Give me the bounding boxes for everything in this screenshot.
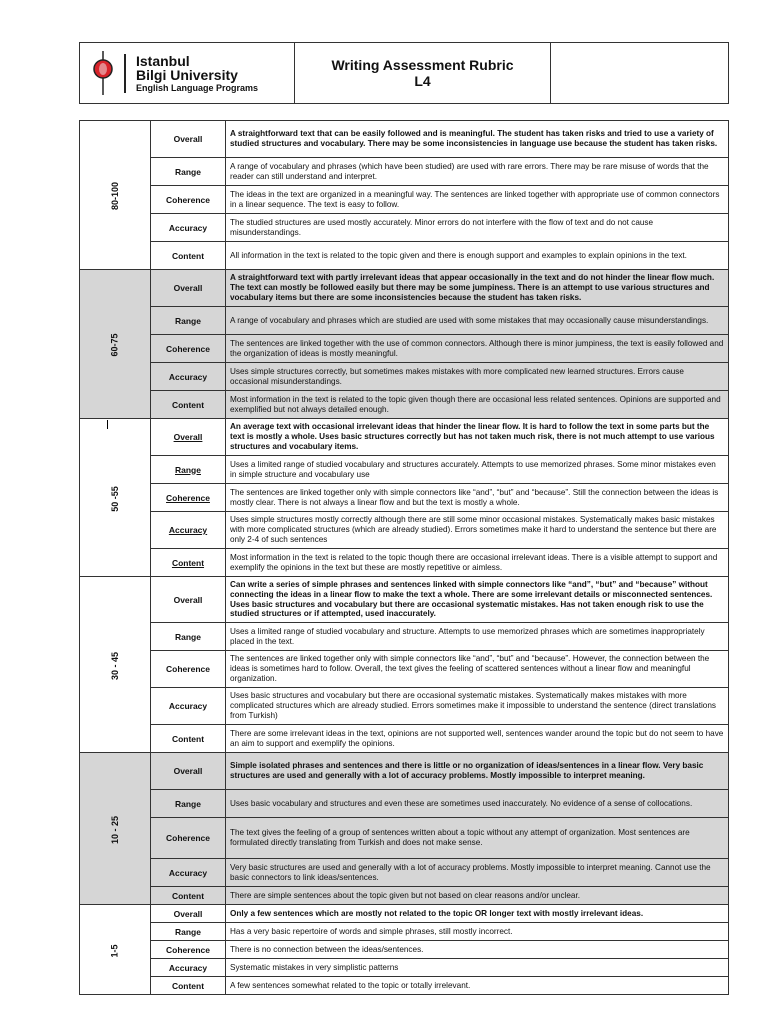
rubric-row [80,859,729,887]
criterion-label: Coherence [166,343,210,354]
criterion-cell [151,688,226,725]
rubric-row [80,158,729,186]
criterion-cell [151,121,226,158]
criterion-cell [151,549,226,577]
criterion-label: Content [171,733,205,744]
criterion-label: Accuracy [168,222,208,233]
rubric-row [80,941,729,959]
rubric-row [80,577,729,623]
descriptor-text: A range of vocabulary and phrases which are studied are used with some mistakes that may occasionally cause misunderstandings. [226,307,729,335]
title-cell [295,43,551,103]
criterion-cell [151,651,226,688]
score-band-label: 80-100 [110,181,120,211]
rubric-row [80,335,729,363]
criterion-cell [151,512,226,549]
descriptor-text: Uses a limited range of studied vocabulary and structure. Attempts to use memorized phrases which are sometimes inappropriately placed in the text. [226,623,729,651]
descriptor-text: Most information in the text is related to the topic given though there are occasional less related sentences. Opinions are supported and exemplified but not always detailed enough. [226,391,729,419]
criterion-cell [151,923,226,941]
rubric-row [80,214,729,242]
criterion-label: Range [175,798,201,809]
criterion-cell [151,270,226,307]
criterion-cell [151,186,226,214]
criterion-label: Content [171,890,205,901]
document-title: Writing Assessment Rubric [331,56,514,73]
descriptor-text: A straightforward text that can be easily followed and is meaningful. The student has taken risks and tried to use a variety of studied structures and vocabulary. There may be some inconsistencies in language use because the student has taken risks. [226,121,729,158]
criterion-label: Range [175,464,201,475]
criterion-label: Coherence [166,664,210,674]
descriptor-text: A range of vocabulary and phrases (which have been studied) are used with rare errors. There may be rare misuse of words that the reader can still understand and interpret. [226,158,729,186]
logo-line-2: Bilgi University [136,66,238,83]
descriptor-text: Very basic structures are used and generally with a lot of accuracy problems. Mostly impossible to interpret meaning. Cannot use the basic connectors to link ideas/sentences. [226,859,729,887]
criterion-label: Range [175,166,201,177]
criterion-label: Overall [173,766,203,776]
descriptor-text: There are some irrelevant ideas in the text, opinions are not supported well, sentences wander around the topic but do not seem to have an aim to support and exemplify the opinions. [226,725,729,753]
criterion-cell [151,158,226,186]
criterion-cell [151,905,226,923]
criterion-cell [151,790,226,818]
descriptor-text: The ideas in the text are organized in a meaningful way. The sentences are linked together with appropriate use of common connectors in a linear sequence. The text is easy to follow. [226,186,729,214]
criterion-label: Content [171,250,205,261]
rubric-row [80,725,729,753]
descriptor-text: Systematic mistakes in very simplistic patterns [226,959,729,977]
rubric-body [80,121,729,995]
descriptor-text: Only a few sentences which are mostly not related to the topic OR longer text with mostly irrelevant ideas. [226,905,729,923]
rubric-row [80,363,729,391]
criterion-cell [151,887,226,905]
rubric-row [80,923,729,941]
rubric-row [80,905,729,923]
score-band-cell [80,753,151,905]
logo-cell [80,43,295,103]
rubric-row [80,818,729,859]
criterion-cell [151,859,226,887]
rubric-row [80,270,729,307]
criterion-cell [151,725,226,753]
criterion-label: Content [171,557,205,568]
score-band-cell [80,270,151,419]
descriptor-text: Can write a series of simple phrases and sentences linked with simple connectors like “and”, “but” and “because” without connecting the ideas in a linear flow to make the text a whole. There are some irrelevant details or misconnected sentences. Uses basic structures and vocabulary but there are occasional systematic mistakes. Has not taken enough risk to use the studied structures or if attempted, used inaccurately. [226,577,729,623]
criterion-cell [151,959,226,977]
criterion-label: Range [175,926,201,937]
criterion-cell [151,363,226,391]
criterion-cell [151,623,226,651]
rubric-row [80,456,729,484]
criterion-label: Range [175,631,201,642]
criterion-label: Accuracy [168,962,208,973]
criterion-label: Accuracy [168,867,208,878]
logo-line-1: Istanbul [136,52,190,69]
criterion-cell [151,753,226,790]
score-band-cell [80,905,151,995]
rubric-row [80,887,729,905]
criterion-label: Content [171,399,205,410]
criterion-cell [151,977,226,995]
score-band-label: 60-75 [110,333,120,357]
criterion-label: Content [171,980,205,991]
rubric-row [80,977,729,995]
descriptor-text: A few sentences somewhat related to the topic or totally irrelevant. [226,977,729,995]
criterion-label: Coherence [166,492,210,503]
criterion-label: Range [175,315,201,326]
descriptor-text: The text gives the feeling of a group of sentences written about a topic without any attempt of organization. Most sentences are formulated directly translating from Turkish and does not make sense. [226,818,729,859]
criterion-label: Overall [173,283,203,293]
descriptor-text: Uses basic structures and vocabulary but there are occasional systematic mistakes. Systematically makes mistakes with more complicated structures which are already studied. Errors sometimes make it impossible to understand the sentence (direct translations from Turkish) [226,688,729,725]
descriptor-text: All information in the text is related to the topic given and there is enough support and examples to explain opinions in the text. [226,242,729,270]
criterion-label: Coherence [166,833,210,843]
descriptor-text: Uses simple structures mostly correctly although there are still some minor occasional mistakes. Systematically makes basic mistakes with more complicated structures (which are already studied). Errors sometimes make it hard to understand the sentence but there are only 2-4 of such sentences [226,512,729,549]
document-header [79,42,729,104]
criterion-label: Accuracy [168,701,208,711]
criterion-cell [151,818,226,859]
rubric-row [80,959,729,977]
rubric-row [80,242,729,270]
descriptor-text: There is no connection between the ideas/sentences. [226,941,729,959]
rubric-row [80,651,729,688]
rubric-table [79,120,729,995]
score-band-cell [80,419,151,577]
criterion-cell [151,456,226,484]
criterion-cell [151,391,226,419]
rubric-row [80,186,729,214]
descriptor-text: Most information in the text is related to the topic though there are occasional irrelevant ideas. There is a visible attempt to support and exemplify the opinions in the text but these are mostly repetitive or aimless. [226,549,729,577]
criterion-label: Accuracy [168,371,208,382]
score-band-label: 50 -55 [110,485,120,512]
descriptor-text: The sentences are linked together with the use of common connectors. Although there is minor jumpiness, the text is easily followed and the organization of ideas is mostly meaningful. [226,335,729,363]
criterion-label: Coherence [166,944,210,955]
score-band-cell [80,577,151,753]
score-band-cell [80,121,151,270]
logo-wordmark [124,54,258,93]
criterion-label: Overall [173,134,203,144]
university-logo-icon [90,49,116,97]
criterion-cell [151,484,226,512]
rubric-row [80,790,729,818]
descriptor-text: A straightforward text with partly irrelevant ideas that appear occasionally in the text and do not hinder the linear flow much. The text can mostly be followed easily but there may be some jumpiness. There is an attempt to use various structures and vocabulary items but there are some inconsistencies because the student has taken risks. [226,270,729,307]
descriptor-text: There are simple sentences about the topic given but not based on clear reasons and/or unclear. [226,887,729,905]
score-band-label: 10 - 25 [110,815,120,844]
criterion-cell [151,419,226,456]
criterion-cell [151,941,226,959]
header-blank-cell [551,43,728,103]
rubric-row [80,121,729,158]
score-band-label: 1-5 [109,943,120,958]
rubric-row [80,753,729,790]
logo-line-3: English Language Programs [136,82,259,93]
descriptor-text: Has a very basic repertoire of words and simple phrases, still mostly incorrect. [226,923,729,941]
rubric-row [80,549,729,577]
descriptor-text: Uses basic vocabulary and structures and even these are sometimes used inaccurately. No evidence of a sense of collocations. [226,790,729,818]
descriptor-text: The sentences are linked together only with simple connectors like “and”, “but” and “because”. Still the connection between the ideas is mostly clear. There is not always a linear flow and but the text is mostly a whole. [226,484,729,512]
criterion-cell [151,214,226,242]
document-level: L4 [414,73,431,89]
score-band-label: 30 - 45 [110,651,120,680]
descriptor-text: Simple isolated phrases and sentences and there is little or no organization of ideas/sentences in a linear flow. Very basic structures are used and generally with a lot of accuracy problems. Mostly impossible to interpret meaning. [226,753,729,790]
rubric-row [80,688,729,725]
criterion-cell [151,307,226,335]
criterion-cell [151,242,226,270]
rubric-row [80,623,729,651]
descriptor-text: An average text with occasional irrelevant ideas that hinder the linear flow. It is hard to follow the text in some parts but the text is mostly a whole. Uses basic structures correctly but has not taken much risk, there is not much attempt to use various structures and vocabulary items. [226,419,729,456]
descriptor-text: The studied structures are used mostly accurately. Minor errors do not interfere with the flow of text and do not cause misunderstandings. [226,214,729,242]
rubric-row [80,307,729,335]
criterion-cell [151,335,226,363]
rubric-row [80,391,729,419]
rubric-row [80,419,729,456]
descriptor-text: Uses a limited range of studied vocabulary and structures accurately. Attempts to use memorized phrases. Some minor mistakes even in simple structure and vocabulary use [226,456,729,484]
rubric-row [80,484,729,512]
criterion-label: Accuracy [168,525,208,535]
criterion-label: Overall [173,908,203,919]
descriptor-text: Uses simple structures correctly, but sometimes makes mistakes with more complicated new learned structures. Errors cause occasional misunderstandings. [226,363,729,391]
descriptor-text: The sentences are linked together only with simple connectors like “and”, “but” and “because”. However, the connection between the ideas is sometimes hard to follow. Overall, the text gives the feeling of scattered sentences without a linear flow and meaningful organization. [226,651,729,688]
criterion-cell [151,577,226,623]
criterion-label: Coherence [166,194,210,205]
criterion-label: Overall [173,432,203,442]
rubric-row [80,512,729,549]
criterion-label: Overall [173,594,203,605]
